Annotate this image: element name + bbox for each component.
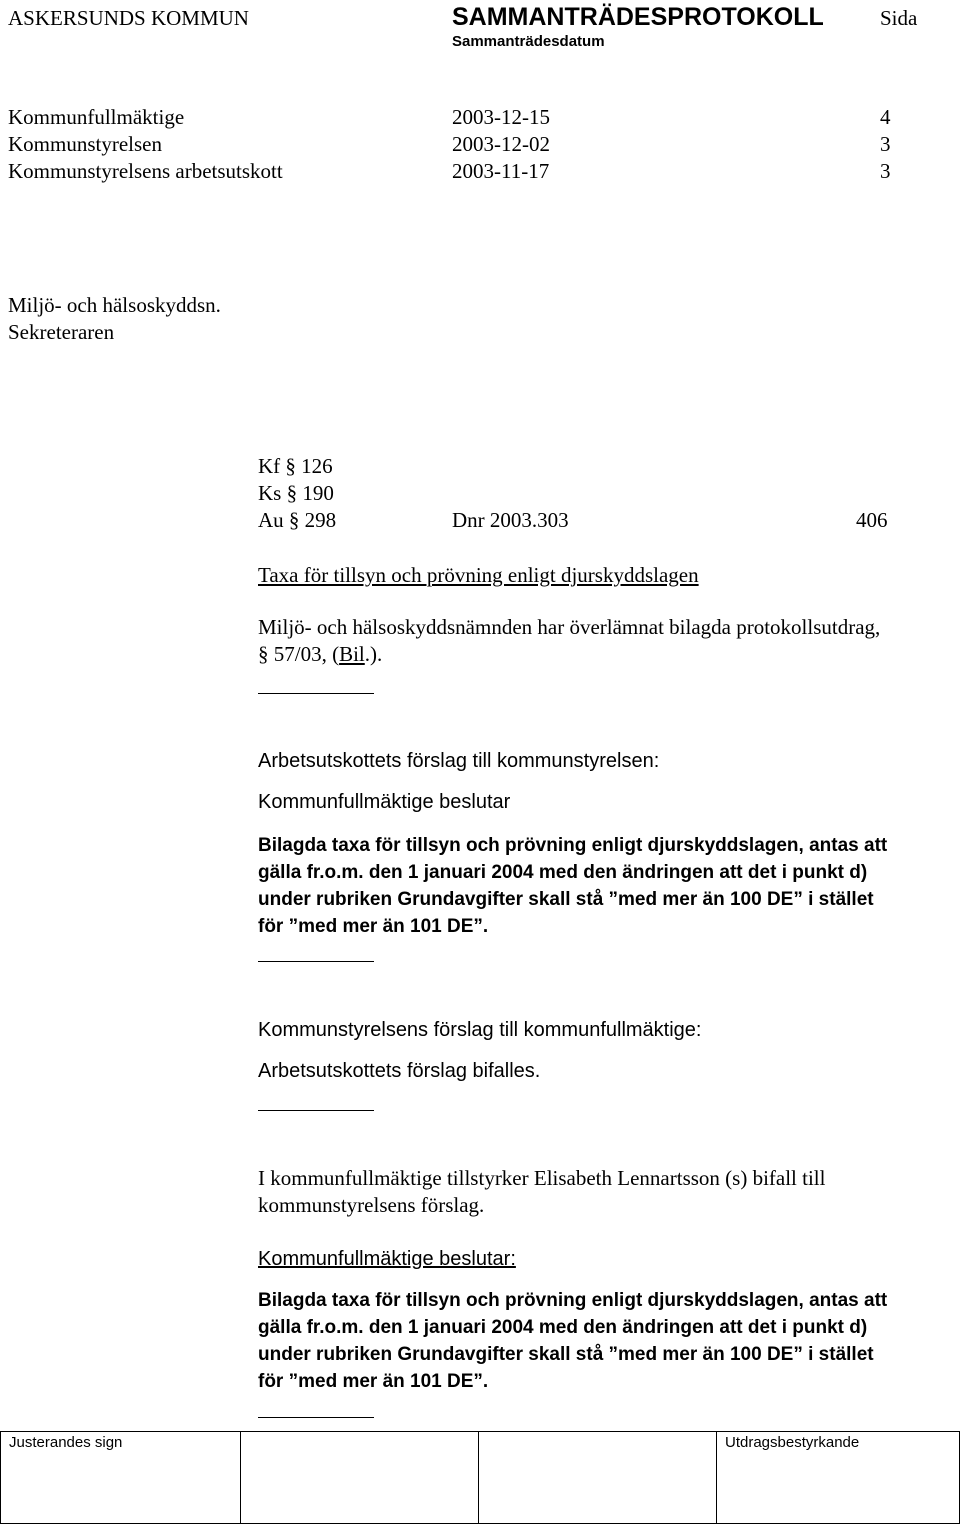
meeting-date: 2003-12-15 bbox=[452, 105, 550, 129]
au-proposal-heading: Arbetsutskottets förslag till kommunstyrelsen: bbox=[258, 750, 660, 772]
meeting-body: Kommunstyrelsen bbox=[8, 132, 162, 156]
intro-line bbox=[258, 642, 382, 667]
proposal-line: gälla fr.o.m. den 1 januari 2004 med den ändringen att det i punkt d) bbox=[258, 862, 868, 883]
utdragsbestyrkande-label: Utdragsbestyrkande bbox=[725, 1434, 860, 1451]
au-paragraph-ref: Au § 298 bbox=[258, 508, 337, 532]
meeting-date: 2003-12-02 bbox=[452, 132, 550, 156]
decision-line: gälla fr.o.m. den 1 januari 2004 med den ändringen att det i punkt d) bbox=[258, 1317, 868, 1338]
ks-proposal-text: Arbetsutskottets förslag bifalles. bbox=[258, 1060, 541, 1082]
meeting-page: 4 bbox=[880, 105, 891, 129]
separator-line bbox=[258, 1110, 374, 1111]
page-label: Sida bbox=[880, 6, 918, 30]
decision-line: för ”med mer än 101 DE”. bbox=[258, 1371, 489, 1392]
meeting-body: Kommunfullmäktige bbox=[8, 105, 185, 129]
meeting-date: 2003-11-17 bbox=[452, 159, 550, 183]
signature-box[interactable] bbox=[478, 1431, 717, 1524]
decision-line: under rubriken Grundavgifter skall stå ”med mer än 100 DE” i stället bbox=[258, 1344, 874, 1365]
kf-paragraph-ref: Kf § 126 bbox=[258, 454, 333, 478]
ks-proposal-heading: Kommunstyrelsens förslag till kommunfullmäktige: bbox=[258, 1019, 702, 1041]
motion-line: I kommunfullmäktige tillstyrker Elisabeth Lennartsson (s) bifall till bbox=[258, 1166, 826, 1190]
certification-box[interactable] bbox=[716, 1431, 960, 1524]
signature-box[interactable] bbox=[240, 1431, 479, 1524]
distribution-item: Sekreteraren bbox=[8, 320, 115, 344]
meeting-page: 3 bbox=[880, 159, 891, 183]
meeting-page: 3 bbox=[880, 132, 891, 156]
decision-line: Bilagda taxa för tillsyn och prövning enligt djurskyddslagen, antas att bbox=[258, 1290, 888, 1311]
signature-box[interactable] bbox=[0, 1431, 241, 1524]
meeting-body: Kommunstyrelsens arbetsutskott bbox=[8, 159, 283, 183]
proposal-line: under rubriken Grundavgifter skall stå ”med mer än 100 DE” i stället bbox=[258, 889, 874, 910]
diary-number: Dnr 2003.303 bbox=[452, 508, 569, 532]
meeting-date-label: Sammanträdesdatum bbox=[452, 33, 605, 50]
separator-line bbox=[258, 693, 374, 694]
document-type: SAMMANTRÄDESPROTOKOLL bbox=[452, 3, 824, 31]
ks-paragraph-ref: Ks § 190 bbox=[258, 481, 334, 505]
justerandes-sign-label: Justerandes sign bbox=[9, 1434, 123, 1451]
intro-prefix: § 57/03, ( bbox=[258, 642, 340, 666]
intro-line: Miljö- och hälsoskyddsnämnden har överlämnat bilagda protokollsutdrag, bbox=[258, 615, 881, 639]
intro-suffix: .). bbox=[364, 642, 383, 666]
proposal-text bbox=[258, 832, 958, 940]
kf-decision-heading: Kommunfullmäktige beslutar: bbox=[258, 1248, 516, 1270]
distribution-item: Miljö- och hälsoskyddsn. bbox=[8, 293, 221, 317]
separator-line bbox=[258, 1417, 374, 1418]
matter-title: Taxa för tillsyn och prövning enligt djurskyddslagen bbox=[258, 563, 699, 587]
separator-line bbox=[258, 961, 374, 962]
proposal-line: Bilagda taxa för tillsyn och prövning enligt djurskyddslagen, antas att bbox=[258, 835, 888, 856]
diary-code: 406 bbox=[856, 508, 888, 532]
kf-decides-heading: Kommunfullmäktige beslutar bbox=[258, 791, 511, 813]
kf-motion bbox=[258, 1165, 958, 1219]
motion-line: kommunstyrelsens förslag. bbox=[258, 1193, 485, 1217]
attachment-link[interactable]: Bil bbox=[339, 642, 365, 666]
proposal-line: för ”med mer än 101 DE”. bbox=[258, 916, 489, 937]
decision-text bbox=[258, 1287, 958, 1395]
municipality-name: ASKERSUNDS KOMMUN bbox=[8, 6, 249, 30]
